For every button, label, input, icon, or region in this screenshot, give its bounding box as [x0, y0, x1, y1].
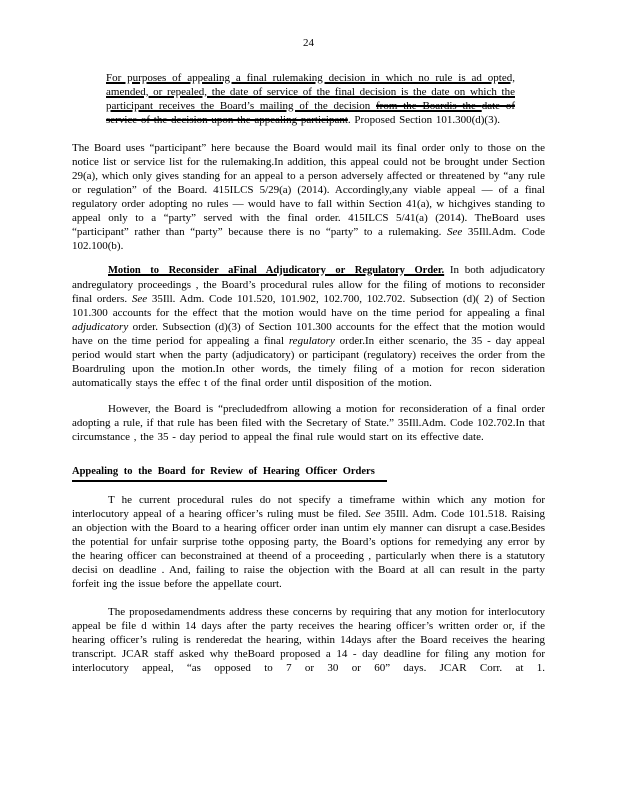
paragraph-however: [72, 402, 545, 444]
text-run: order.In either scenario, the 35 - day appeal period would start when the party (adjudicatory) or participant (regulatory) receives the order from the Boardruling upon the motion.In other words, the timely filing of a motion for recon sideration automatically stays the effec t of the final order until disposition of the motion.: [72, 335, 545, 389]
text-run: See: [131, 293, 148, 305]
text-run: See: [365, 508, 381, 520]
text-run: For purposes of appealing a final rulemaking decision in which no rule is ad opted, amended, or repealed, the date of service of the final decision is the date on which the participant receives the Board’s mailing of the decision: [106, 72, 515, 112]
text-run: regulatory: [288, 335, 335, 347]
section-heading-text: Appealing to the Board for Review of Hearing Officer Orders: [72, 465, 387, 482]
paragraph-proposed-amendments: [72, 605, 545, 675]
text-run: See: [446, 226, 463, 238]
paragraph-current-rules: [72, 493, 545, 591]
text-run: The Board uses “participant” here because the Board would mail its final order only to those on the notice list or service list for the rulemaking.In addition, this appeal could not be brought under Section 29(a), which only gives standing for an appeal to a person adversely affected or threatened by “any rule or regulation” of the Board. 415ILCS 5/29(a) (2014). Accordingly,any viable appeal — of a final regulatory order adopting no rules — would have to fall within Section 41(a), w hichgives standing to appeal only to a “party” served with the final order. 415ILCS 5/41(a) (2014). TheBoard uses “participant” rather than “party” because there is no “party” to a rulemaking.: [72, 142, 545, 238]
text-run: Motion to Reconsider aFinal Adjudicatory or Regulatory Order.: [108, 265, 445, 276]
text-run: from the Boardis the: [376, 100, 482, 112]
text-run: The proposedamendments address these concerns by requiring that any motion for interlocutory appeal be file d within 14 days after the party receives the hearing officer’s written order or, if the hearing officer’s ruling is renderedat the hearing, within 14days after the Board receives the hearing transcript. JCAR staff asked why theBoard proposed a 14 - day deadline for filing any motion for interlocutory appeal, “as opposed to 7 or 30 or 60” days. JCAR Corr. at 1.: [72, 606, 545, 674]
section-heading-appealing: [72, 465, 545, 482]
text-run: . Proposed Section 101.300(d)(3).: [347, 114, 500, 126]
blockquote-proposed-section: [106, 71, 515, 127]
text-run: date of service of the decision upon the appealing participant: [106, 100, 516, 126]
text-run: In both adjudicatory andregulatory proceedings , the Board’s procedural rules allow for the filing of motions to reconsider final orders.: [72, 264, 546, 305]
text-run: order. Subsection (d)(3) of Section 101.300 accounts for the effect that the motion would have on the time period for appealing a final: [72, 321, 545, 347]
text-run: 35Ill. Adm. Code 101.520, 101.902, 102.700, 102.702. Subsection (d)( 2) of Section 101.300 accounts for the effect that the motion would have on the time period for appealing a final: [72, 293, 545, 319]
paragraph-participant: [72, 141, 545, 253]
paragraph-motion-to-reconsider: [72, 263, 545, 390]
text-run: adjudicatory: [72, 321, 129, 333]
text-run: 35Ill. Adm. Code 101.518. Raising an objection with the Board to a hearing officer order inan untim ely manner can disrupt a case.Besides the potential for unfair surprise tothe opposing party, the Board’s options for remedying any error by the hearing officer can beconstrained at theend of a proceeding , particularly when there is a statutory decisi on deadline . And, failing to raise the objection with the Board at all can result in the party forfeit ing the issue before the appellate court.: [72, 508, 546, 590]
page-number: 24: [303, 37, 314, 49]
text-run: T he current procedural rules do not specify a timeframe within which any motion for interlocutory appeal of a hearing officer’s ruling must be filed.: [72, 494, 545, 520]
text-run: 35Ill.Adm. Code 102.100(b).: [72, 226, 545, 252]
text-run: However, the Board is “precludedfrom allowing a motion for reconsideration of a final order adopting a rule, if that rule has been filed with the Secretary of State.” 35Ill.Adm. Code 102.702.In that circumstance , the 35 - day period to appeal the final rule would start on its effective date.: [72, 403, 545, 443]
